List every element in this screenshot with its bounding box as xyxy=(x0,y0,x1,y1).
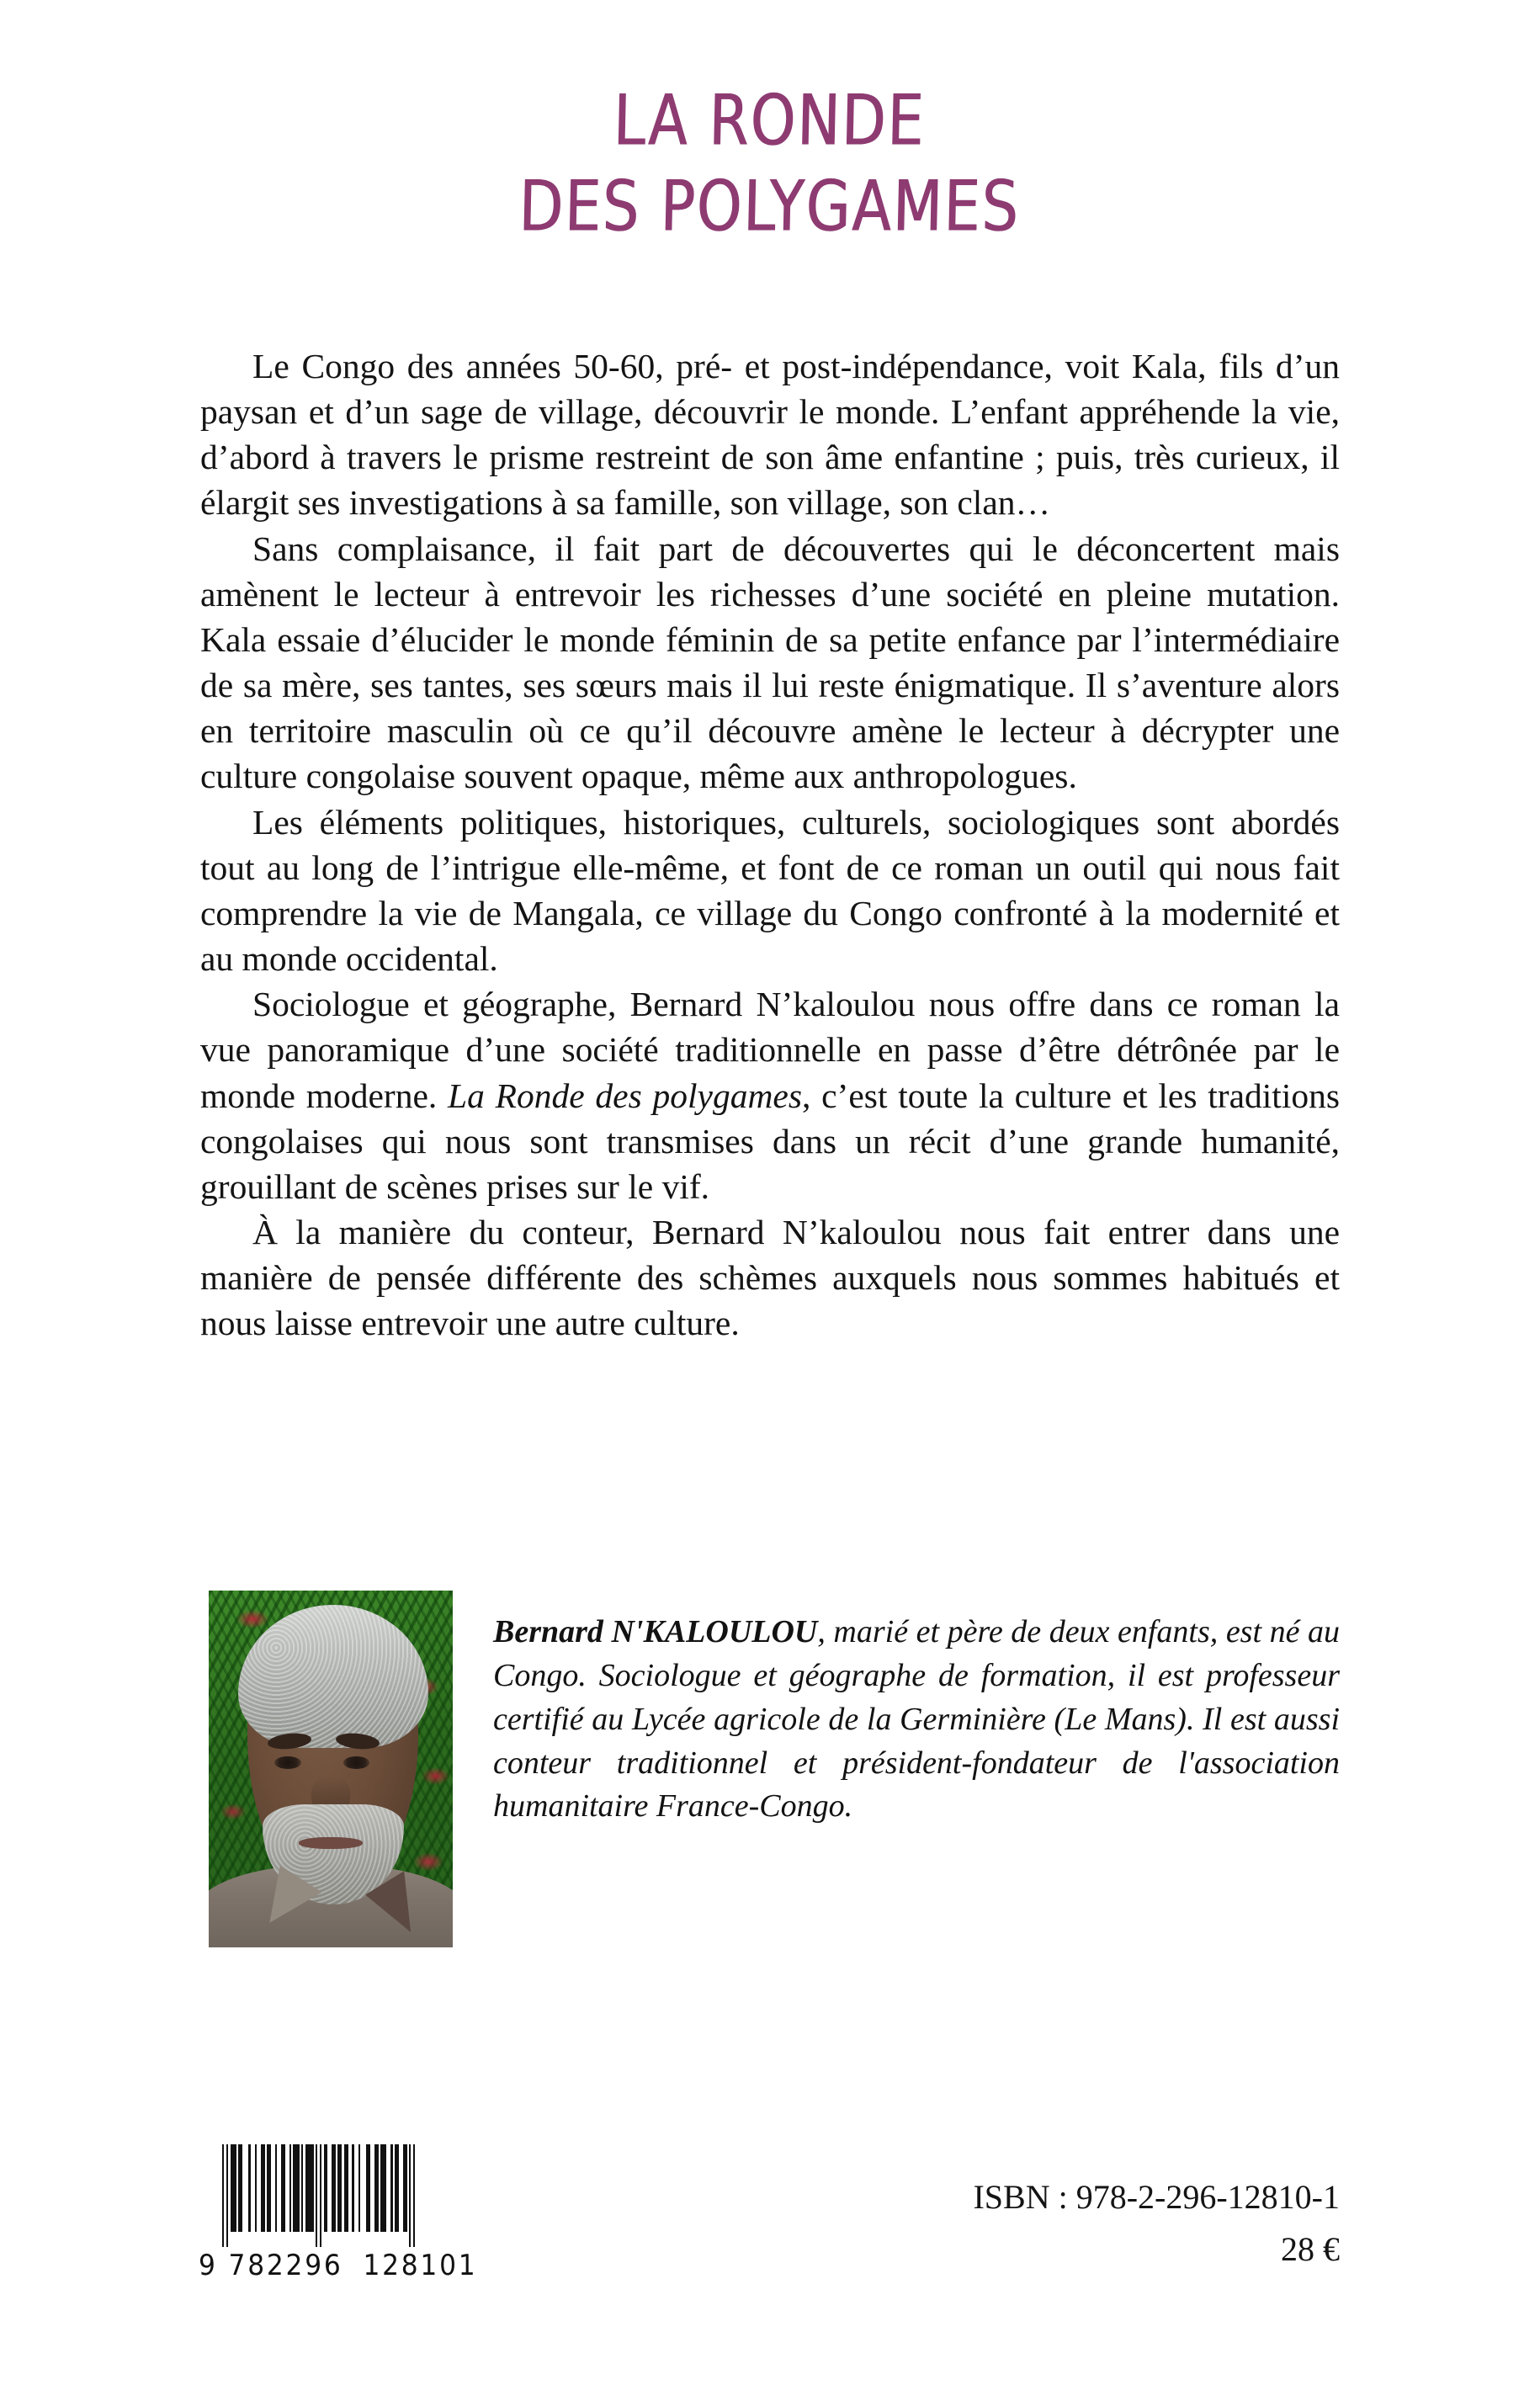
blurb-paragraph-1: Le Congo des années 50-60, pré- et post-indépendance, voit Kala, fils d’un paysan et d’un sage de village, découvrir le monde. L’enfant appréhende la vie, d’abord à travers le prisme restreint de son âme enfantine ; puis, très curieux, il élargit ses investigations à sa famille, son village, son clan… xyxy=(200,347,1340,523)
barcode-group-a: 782296 xyxy=(228,2249,343,2282)
blurb-p4-after: , c’est toute la culture et les traditions congolaises qui nous sont transmises dans un récit d’une grande humanité, grouillant de scènes prises sur le vif. xyxy=(200,1076,1340,1206)
title-line-1: LA RONDE xyxy=(612,81,927,162)
book-title xyxy=(0,81,1540,252)
isbn-text: ISBN : 978-2-296-12810-1 xyxy=(973,2178,1340,2216)
barcode-lead-digit: 9 xyxy=(199,2249,218,2282)
book-title-mention: La Ronde des polygames xyxy=(448,1076,802,1115)
author-name: Bernard N'KALOULOU xyxy=(493,1614,818,1649)
blurb-p4-before: Sociologue et géographe, Bernard N’kaloulou nous offre dans ce roman la vue panoramique d’une société traditionnelle en passe d’être détrônée par le monde moderne. xyxy=(200,985,1340,1115)
blurb-paragraph-3: Les éléments politiques, historiques, culturels, sociologiques sont abordés tout au long de l’intrigue elle-même, et font de ce roman un outil qui nous fait comprendre la vie de Mangala, ce village du Congo confronté à la modernité et au monde occidental. xyxy=(200,802,1340,979)
back-cover-blurb xyxy=(200,343,1340,1346)
barcode-group-b: 128101 xyxy=(363,2249,478,2282)
author-bio-text: , marié et père de deux enfants, est né au Congo. Sociologue et géographe de formation, il est professeur certifié au Lycée agricole de la Germinière (Le Mans). Il est aussi conteur traditionnel et président-fondateur de l'association humanitaire France-Congo. xyxy=(493,1614,1341,1825)
author-photo xyxy=(209,1591,453,1947)
blurb-paragraph-2: Sans complaisance, il fait part de découvertes qui le déconcertent mais amènent le lecteur à entrevoir les richesses d’une société en pleine mutation. Kala essaie d’élucider le monde féminin de sa petite enfance par l’intermédiaire de sa mère, ses tantes, ses sœurs mais il lui reste énigmatique. Il s’aventure alors en territoire masculin où ce qu’il découvre amène le lecteur à décrypter une culture congolaise souvent opaque, même aux anthropologues. xyxy=(200,529,1340,796)
blurb-paragraph-4 xyxy=(200,981,1340,1209)
isbn-price-block xyxy=(973,2171,1340,2276)
barcode-digits xyxy=(199,2249,477,2282)
title-line-2: DES POLYGAMES xyxy=(518,167,1021,248)
price-text: 28 € xyxy=(1281,2230,1340,2268)
author-biography xyxy=(493,1611,1340,1829)
mouth-shape xyxy=(299,1837,362,1849)
blurb-paragraph-5: À la manière du conteur, Bernard N’kaloulou nous fait entrer dans une manière de pensée différente des schèmes auxquels nous sommes habitués et nous laisse entrevoir une autre culture. xyxy=(200,1212,1340,1343)
barcode-bars xyxy=(222,2144,502,2247)
barcode xyxy=(199,2144,502,2282)
